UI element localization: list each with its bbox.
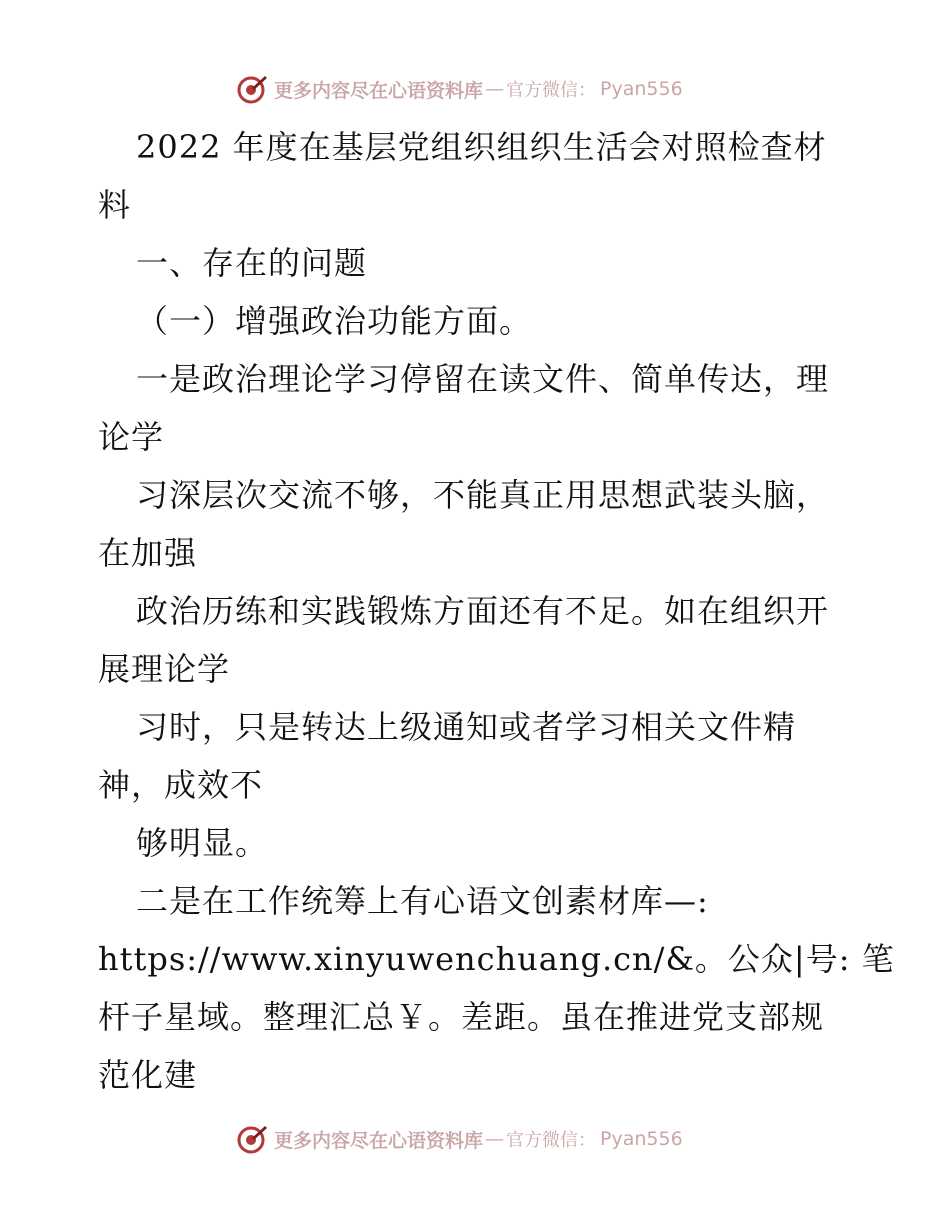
section-heading: 一、存在的问题 xyxy=(136,244,368,282)
header-banner-label: 官方微信： xyxy=(506,80,597,101)
paragraph-line: 杆子星域。整理汇总￥。差距。虽在推进党支部规 xyxy=(98,998,825,1036)
header-banner-separator: — xyxy=(485,78,505,100)
footer-banner-label: 官方微信： xyxy=(506,1130,597,1151)
paragraph-line: 论学 xyxy=(98,418,165,456)
paragraph-line: 神，成效不 xyxy=(98,766,264,804)
paragraph-line: 二是在工作统筹上有心语文创素材库—: xyxy=(136,882,709,920)
paragraph-line: 一是政治理论学习停留在读文件、简单传达，理 xyxy=(136,360,830,398)
footer-watermark-banner xyxy=(236,1122,716,1156)
document-title: 2022 年度在基层党组织组织生活会对照检查材 xyxy=(136,128,827,166)
header-watermark-banner xyxy=(236,72,716,106)
paragraph-line: 习时，只是转达上级通知或者学习相关文件精 xyxy=(136,708,797,746)
header-banner-text: 更多内容尽在心语资料库 xyxy=(274,79,484,102)
paragraph-line: 展理论学 xyxy=(98,650,231,688)
subsection-heading: （一）增强政治功能方面。 xyxy=(136,302,533,340)
brush-logo-icon xyxy=(236,73,268,105)
paragraph-line: 在加强 xyxy=(98,534,198,572)
footer-banner-separator: — xyxy=(485,1128,505,1150)
brush-logo-icon xyxy=(236,1123,268,1155)
paragraph-line: 够明显。 xyxy=(136,824,269,862)
paragraph-line: 习深层次交流不够，不能真正用思想武装头脑， xyxy=(136,476,830,514)
document-title-continued: 料 xyxy=(98,186,132,224)
footer-banner-wechat-id: Pyan556 xyxy=(600,1128,683,1150)
header-banner-wechat-id: Pyan556 xyxy=(600,78,683,100)
paragraph-line: 范化建 xyxy=(98,1056,198,1094)
footer-banner-text: 更多内容尽在心语资料库 xyxy=(274,1129,484,1152)
document-body xyxy=(98,118,895,1104)
paragraph-line-url: https://www.xinyuwenchuang.cn/&。公众|号: 笔 xyxy=(98,940,895,978)
paragraph-line: 政治历练和实践锻炼方面还有不足。如在组织开 xyxy=(136,592,830,630)
